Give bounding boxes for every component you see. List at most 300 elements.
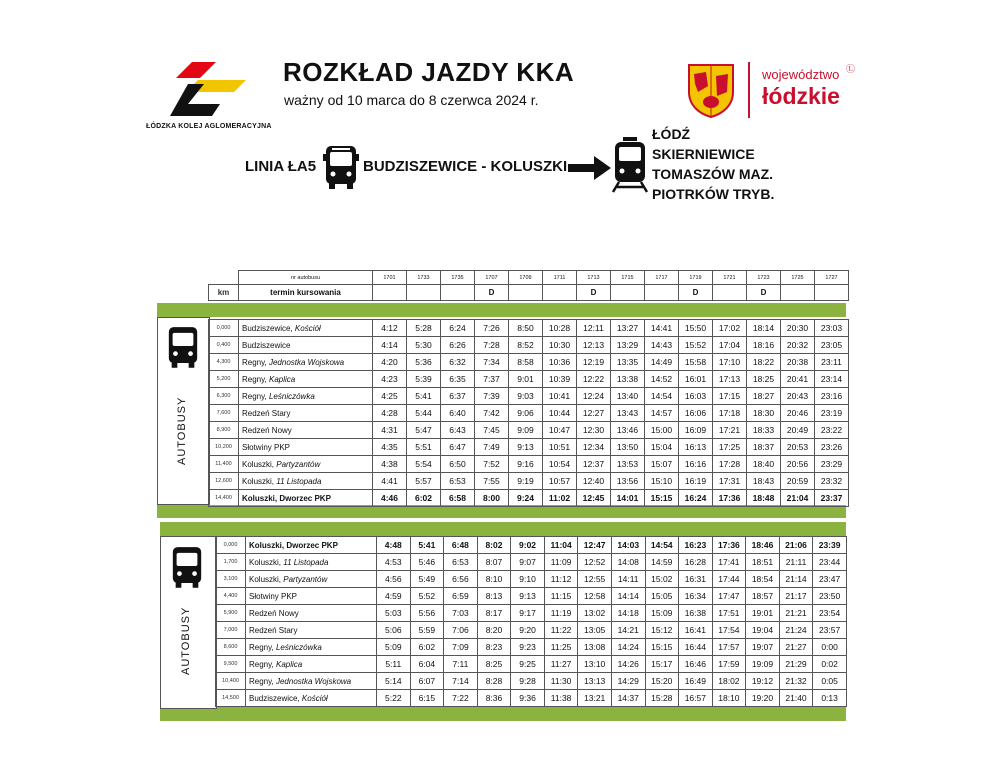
stop-detail: Leśniczówka xyxy=(275,642,322,652)
stop-name: Koluszki, xyxy=(249,574,284,584)
departure-time-cell: 11:04 xyxy=(544,537,578,554)
departure-time-cell: 4:28 xyxy=(373,405,407,422)
departure-time-cell: 6:40 xyxy=(441,405,475,422)
stop-name-cell xyxy=(246,537,377,554)
departure-time-cell: 0:13 xyxy=(813,690,847,707)
departure-time-cell: 4:59 xyxy=(377,588,411,605)
term-cell: D xyxy=(577,285,611,301)
bus-number-cell: 1717 xyxy=(645,271,679,285)
departure-time-cell: 23:05 xyxy=(815,337,849,354)
departure-time-cell: 18:16 xyxy=(747,337,781,354)
departure-time-cell: 7:09 xyxy=(444,639,478,656)
departure-time-cell: 11:27 xyxy=(544,656,578,673)
departure-time-cell: 20:43 xyxy=(781,388,815,405)
timetable-outbound xyxy=(208,270,849,507)
departure-time-cell: 7:37 xyxy=(475,371,509,388)
departure-time-cell: 23:19 xyxy=(815,405,849,422)
departure-time-cell: 5:41 xyxy=(410,537,444,554)
departure-time-cell: 23:57 xyxy=(813,622,847,639)
departure-time-cell: 6:24 xyxy=(441,320,475,337)
green-band-top xyxy=(160,522,846,536)
departure-time-cell: 15:05 xyxy=(645,588,679,605)
departure-time-cell: 14:01 xyxy=(611,490,645,507)
departure-time-cell: 12:30 xyxy=(577,422,611,439)
departure-time-cell: 12:27 xyxy=(577,405,611,422)
departure-time-cell: 19:01 xyxy=(746,605,780,622)
departure-time-cell: 14:08 xyxy=(611,554,645,571)
departure-time-cell: 21:27 xyxy=(779,639,813,656)
bus-icon xyxy=(323,144,359,190)
table-row xyxy=(209,354,849,371)
departure-time-cell: 14:59 xyxy=(645,554,679,571)
km-cell: 10,200 xyxy=(209,439,239,456)
departure-time-cell: 17:31 xyxy=(713,473,747,490)
departure-time-cell: 9:13 xyxy=(509,439,543,456)
departure-time-cell: 9:25 xyxy=(511,656,545,673)
departure-time-cell: 16:09 xyxy=(679,422,713,439)
departure-time-cell: 19:07 xyxy=(746,639,780,656)
page-title: ROZKŁAD JAZDY KKA xyxy=(283,57,575,87)
departure-time-cell: 4:23 xyxy=(373,371,407,388)
bus-icon xyxy=(166,325,200,369)
departure-time-cell: 8:17 xyxy=(477,605,511,622)
stop-name-cell xyxy=(246,571,377,588)
stop-name-cell xyxy=(239,456,373,473)
stop-name: Koluszki, xyxy=(242,476,277,486)
stop-name-cell xyxy=(239,371,373,388)
departure-time-cell: 14:54 xyxy=(645,388,679,405)
departure-time-cell: 16:57 xyxy=(679,690,713,707)
term-cell: D xyxy=(679,285,713,301)
stop-detail: 11 Listopada xyxy=(283,557,329,567)
region-divider xyxy=(748,62,750,118)
departure-time-cell: 18:14 xyxy=(747,320,781,337)
departure-time-cell: 11:09 xyxy=(544,554,578,571)
departure-time-cell: 17:02 xyxy=(713,320,747,337)
departure-time-cell: 23:44 xyxy=(813,554,847,571)
departure-time-cell: 6:56 xyxy=(444,571,478,588)
departure-time-cell: 10:39 xyxy=(543,371,577,388)
stop-name-cell xyxy=(239,354,373,371)
departure-time-cell: 9:36 xyxy=(511,690,545,707)
departure-time-cell: 6:58 xyxy=(441,490,475,507)
departure-time-cell: 4:38 xyxy=(373,456,407,473)
stop-detail: Jednostka Wojskowa xyxy=(275,676,352,686)
departure-time-cell: 15:15 xyxy=(645,490,679,507)
term-cell xyxy=(543,285,577,301)
departure-time-cell: 9:10 xyxy=(511,571,545,588)
departure-time-cell: 13:53 xyxy=(611,456,645,473)
departure-time-cell: 13:43 xyxy=(611,405,645,422)
departure-time-cell: 16:03 xyxy=(679,388,713,405)
departure-time-cell: 23:47 xyxy=(813,571,847,588)
departure-time-cell: 14:29 xyxy=(611,673,645,690)
departure-time-cell: 9:13 xyxy=(511,588,545,605)
departure-time-cell: 16:28 xyxy=(679,554,713,571)
departure-time-cell: 8:36 xyxy=(477,690,511,707)
departure-time-cell: 16:24 xyxy=(679,490,713,507)
header-blank-cell xyxy=(209,271,239,285)
departure-time-cell: 12:47 xyxy=(578,537,612,554)
departure-time-cell: 6:07 xyxy=(410,673,444,690)
table-row xyxy=(216,588,847,605)
table-row xyxy=(209,439,849,456)
stop-name: Słotwiny PKP xyxy=(249,591,298,601)
departure-time-cell: 19:12 xyxy=(746,673,780,690)
departure-time-cell: 9:06 xyxy=(509,405,543,422)
departure-time-cell: 9:02 xyxy=(511,537,545,554)
stop-name: Koluszki, Dworzec PKP xyxy=(249,540,338,550)
km-cell: 1,700 xyxy=(216,554,246,571)
departure-time-cell: 14:21 xyxy=(611,622,645,639)
destination-item: PIOTRKÓW TRYB. xyxy=(652,186,775,202)
departure-time-cell: 9:01 xyxy=(509,371,543,388)
stop-detail: Leśniczówka xyxy=(268,391,315,401)
departure-time-cell: 11:15 xyxy=(544,588,578,605)
departure-time-cell: 5:52 xyxy=(410,588,444,605)
departure-time-cell: 8:13 xyxy=(477,588,511,605)
departure-time-cell: 23:32 xyxy=(815,473,849,490)
departure-time-cell: 6:15 xyxy=(410,690,444,707)
departure-time-cell: 6:53 xyxy=(444,554,478,571)
departure-time-cell: 5:59 xyxy=(410,622,444,639)
term-cell xyxy=(781,285,815,301)
departure-time-cell: 6:35 xyxy=(441,371,475,388)
departure-time-cell: 23:26 xyxy=(815,439,849,456)
km-cell: 7,600 xyxy=(209,405,239,422)
departure-time-cell: 7:03 xyxy=(444,605,478,622)
bus-number-label: nr autobusu xyxy=(239,271,373,285)
stop-detail: Jednostka Wojskowa xyxy=(268,357,345,367)
bus-number-cell: 1721 xyxy=(713,271,747,285)
term-cell: D xyxy=(747,285,781,301)
departure-time-cell: 6:37 xyxy=(441,388,475,405)
departure-time-cell: 5:14 xyxy=(377,673,411,690)
destination-item: TOMASZÓW MAZ. xyxy=(652,166,774,182)
departure-time-cell: 11:12 xyxy=(544,571,578,588)
departure-time-cell: 5:47 xyxy=(407,422,441,439)
departure-time-cell: 17:15 xyxy=(713,388,747,405)
departure-time-cell: 16:01 xyxy=(679,371,713,388)
departure-time-cell: 18:54 xyxy=(746,571,780,588)
term-cell xyxy=(509,285,543,301)
departure-time-cell: 15:04 xyxy=(645,439,679,456)
departure-time-cell: 14:43 xyxy=(645,337,679,354)
stop-detail: Kościół xyxy=(294,323,321,333)
stop-name-cell xyxy=(239,490,373,507)
departure-time-cell: 5:30 xyxy=(407,337,441,354)
departure-time-cell: 10:30 xyxy=(543,337,577,354)
stop-detail: Kościół xyxy=(301,693,328,703)
departure-time-cell: 12:45 xyxy=(577,490,611,507)
departure-time-cell: 18:48 xyxy=(747,490,781,507)
stop-name-cell xyxy=(239,405,373,422)
km-cell: 5,200 xyxy=(209,371,239,388)
departure-time-cell: 21:17 xyxy=(779,588,813,605)
departure-time-cell: 6:04 xyxy=(410,656,444,673)
departure-time-cell: 13:50 xyxy=(611,439,645,456)
departure-time-cell: 7:14 xyxy=(444,673,478,690)
km-cell: 4,300 xyxy=(209,354,239,371)
departure-time-cell: 20:38 xyxy=(781,354,815,371)
departure-time-cell: 13:13 xyxy=(578,673,612,690)
departure-time-cell: 21:32 xyxy=(779,673,813,690)
departure-time-cell: 23:14 xyxy=(815,371,849,388)
departure-time-cell: 20:32 xyxy=(781,337,815,354)
departure-time-cell: 7:34 xyxy=(475,354,509,371)
departure-time-cell: 23:22 xyxy=(815,422,849,439)
departure-time-cell: 5:28 xyxy=(407,320,441,337)
departure-time-cell: 20:59 xyxy=(781,473,815,490)
departure-time-cell: 7:49 xyxy=(475,439,509,456)
departure-time-cell: 17:47 xyxy=(712,588,746,605)
km-cell: 4,400 xyxy=(216,588,246,605)
departure-time-cell: 8:25 xyxy=(477,656,511,673)
departure-time-cell: 9:19 xyxy=(509,473,543,490)
term-cell xyxy=(407,285,441,301)
departure-time-cell: 15:20 xyxy=(645,673,679,690)
table-row xyxy=(216,537,847,554)
table-row xyxy=(216,622,847,639)
departure-time-cell: 21:29 xyxy=(779,656,813,673)
departure-time-cell: 12:19 xyxy=(577,354,611,371)
stop-name: Redzeń Stary xyxy=(242,408,291,418)
region-name-top: województwo xyxy=(762,67,840,82)
departure-time-cell: 14:37 xyxy=(611,690,645,707)
departure-time-cell: 5:09 xyxy=(377,639,411,656)
departure-time-cell: 10:47 xyxy=(543,422,577,439)
departure-time-cell: 8:02 xyxy=(477,537,511,554)
bus-number-cell: 1735 xyxy=(441,271,475,285)
validity-subtitle: ważny od 10 marca do 8 czerwca 2024 r. xyxy=(284,92,539,108)
departure-time-cell: 18:51 xyxy=(746,554,780,571)
stop-name-cell xyxy=(239,422,373,439)
bus-number-cell: 1707 xyxy=(475,271,509,285)
departure-time-cell: 17:44 xyxy=(712,571,746,588)
stop-name-cell xyxy=(239,388,373,405)
departure-time-cell: 0:02 xyxy=(813,656,847,673)
departure-time-cell: 7:06 xyxy=(444,622,478,639)
departure-time-cell: 5:03 xyxy=(377,605,411,622)
departure-time-cell: 10:51 xyxy=(543,439,577,456)
departure-time-cell: 14:14 xyxy=(611,588,645,605)
bus-number-cell: 1711 xyxy=(543,271,577,285)
table-row xyxy=(209,456,849,473)
green-band-bottom xyxy=(160,707,846,721)
departure-time-cell: 10:57 xyxy=(543,473,577,490)
departure-time-cell: 8:58 xyxy=(509,354,543,371)
term-cell xyxy=(645,285,679,301)
departure-time-cell: 6:26 xyxy=(441,337,475,354)
stop-detail: 11 Listopada xyxy=(276,476,322,486)
departure-time-cell: 12:24 xyxy=(577,388,611,405)
table-row xyxy=(216,673,847,690)
departure-time-cell: 6:32 xyxy=(441,354,475,371)
departure-time-cell: 18:57 xyxy=(746,588,780,605)
departure-time-cell: 6:43 xyxy=(441,422,475,439)
departure-time-cell: 9:09 xyxy=(509,422,543,439)
departure-time-cell: 17:59 xyxy=(712,656,746,673)
departure-time-cell: 4:56 xyxy=(377,571,411,588)
departure-time-cell: 8:00 xyxy=(475,490,509,507)
term-row xyxy=(209,285,849,301)
bus-number-cell: 1719 xyxy=(679,271,713,285)
stop-name-cell xyxy=(246,673,377,690)
departure-time-cell: 5:39 xyxy=(407,371,441,388)
destination-item: SKIERNIEWICE xyxy=(652,146,755,162)
departure-time-cell: 17:18 xyxy=(713,405,747,422)
departure-time-cell: 12:52 xyxy=(578,554,612,571)
stop-name: Koluszki, xyxy=(242,459,277,469)
departure-time-cell: 5:11 xyxy=(377,656,411,673)
departure-time-cell: 10:41 xyxy=(543,388,577,405)
bus-number-row xyxy=(209,271,849,285)
departure-time-cell: 16:06 xyxy=(679,405,713,422)
departure-time-cell: 17:41 xyxy=(712,554,746,571)
departure-time-cell: 20:46 xyxy=(781,405,815,422)
departure-time-cell: 17:13 xyxy=(713,371,747,388)
departure-time-cell: 15:28 xyxy=(645,690,679,707)
departure-time-cell: 20:41 xyxy=(781,371,815,388)
train-icon xyxy=(611,137,649,193)
departure-time-cell: 5:44 xyxy=(407,405,441,422)
departure-time-cell: 13:27 xyxy=(611,320,645,337)
stop-name-cell xyxy=(246,605,377,622)
departure-time-cell: 8:20 xyxy=(477,622,511,639)
km-label: km xyxy=(209,285,239,301)
stop-name: Regny, xyxy=(242,374,269,384)
departure-time-cell: 18:22 xyxy=(747,354,781,371)
departure-time-cell: 16:13 xyxy=(679,439,713,456)
km-cell: 8,900 xyxy=(209,422,239,439)
stop-name: Regny, xyxy=(249,642,276,652)
term-cell xyxy=(713,285,747,301)
departure-time-cell: 14:26 xyxy=(611,656,645,673)
stop-name-cell xyxy=(246,588,377,605)
departure-time-cell: 5:06 xyxy=(377,622,411,639)
departure-time-cell: 0:00 xyxy=(813,639,847,656)
table-row xyxy=(209,473,849,490)
departure-time-cell: 9:03 xyxy=(509,388,543,405)
departure-time-cell: 4:14 xyxy=(373,337,407,354)
departure-time-cell: 7:52 xyxy=(475,456,509,473)
departure-time-cell: 11:22 xyxy=(544,622,578,639)
stop-detail: Kaplica xyxy=(268,374,296,384)
table-row xyxy=(216,554,847,571)
departure-time-cell: 11:38 xyxy=(544,690,578,707)
departure-time-cell: 8:28 xyxy=(477,673,511,690)
departure-time-cell: 0:05 xyxy=(813,673,847,690)
route-label: BUDZISZEWICE - KOLUSZKI xyxy=(363,158,568,175)
km-cell: 11,400 xyxy=(209,456,239,473)
departure-time-cell: 10:28 xyxy=(543,320,577,337)
departure-time-cell: 5:41 xyxy=(407,388,441,405)
departure-time-cell: 21:06 xyxy=(779,537,813,554)
stop-name-cell xyxy=(239,439,373,456)
stop-name: Koluszki, xyxy=(249,557,284,567)
departure-time-cell: 21:21 xyxy=(779,605,813,622)
departure-time-cell: 19:20 xyxy=(746,690,780,707)
bus-number-cell: 1733 xyxy=(407,271,441,285)
departure-time-cell: 6:02 xyxy=(410,639,444,656)
departure-time-cell: 4:20 xyxy=(373,354,407,371)
stop-name: Redzeń Nowy xyxy=(249,608,299,618)
region-mark: Ⓛ xyxy=(846,64,856,74)
departure-time-cell: 19:09 xyxy=(746,656,780,673)
stop-name-cell xyxy=(239,473,373,490)
bus-number-cell: 1715 xyxy=(611,271,645,285)
timetable-inbound xyxy=(215,536,847,707)
departure-time-cell: 14:11 xyxy=(611,571,645,588)
departure-time-cell: 15:07 xyxy=(645,456,679,473)
departure-time-cell: 9:28 xyxy=(511,673,545,690)
spacer-row xyxy=(209,301,849,320)
departure-time-cell: 12:58 xyxy=(578,588,612,605)
departure-time-cell: 23:39 xyxy=(813,537,847,554)
km-cell: 0,000 xyxy=(209,320,239,337)
departure-time-cell: 23:50 xyxy=(813,588,847,605)
km-cell: 8,600 xyxy=(216,639,246,656)
departure-time-cell: 4:25 xyxy=(373,388,407,405)
departure-time-cell: 4:48 xyxy=(377,537,411,554)
term-cell xyxy=(815,285,849,301)
table-row xyxy=(216,690,847,707)
departure-time-cell: 14:57 xyxy=(645,405,679,422)
departure-time-cell: 21:11 xyxy=(779,554,813,571)
departure-time-cell: 18:43 xyxy=(747,473,781,490)
km-cell: 0,400 xyxy=(209,337,239,354)
bus-number-cell: 1723 xyxy=(747,271,781,285)
departure-time-cell: 9:16 xyxy=(509,456,543,473)
term-label: termin kursowania xyxy=(239,285,373,301)
table-row xyxy=(216,571,847,588)
departure-time-cell: 16:19 xyxy=(679,473,713,490)
departure-time-cell: 7:22 xyxy=(444,690,478,707)
departure-time-cell: 13:38 xyxy=(611,371,645,388)
stop-name: Regny, xyxy=(242,357,269,367)
stop-name: Regny, xyxy=(242,391,269,401)
stop-detail: Partyzantów xyxy=(276,459,321,469)
departure-time-cell: 10:54 xyxy=(543,456,577,473)
departure-time-cell: 15:12 xyxy=(645,622,679,639)
departure-time-cell: 5:22 xyxy=(377,690,411,707)
stop-detail: Kaplica xyxy=(275,659,303,669)
departure-time-cell: 12:13 xyxy=(577,337,611,354)
departure-time-cell: 4:31 xyxy=(373,422,407,439)
departure-time-cell: 20:53 xyxy=(781,439,815,456)
departure-time-cell: 15:50 xyxy=(679,320,713,337)
line-label: LINIA ŁA5 xyxy=(245,158,317,175)
km-cell: 12,600 xyxy=(209,473,239,490)
departure-time-cell: 8:52 xyxy=(509,337,543,354)
km-cell: 3,100 xyxy=(216,571,246,588)
departure-time-cell: 13:05 xyxy=(578,622,612,639)
table-row xyxy=(216,639,847,656)
departure-time-cell: 18:02 xyxy=(712,673,746,690)
departure-time-cell: 21:24 xyxy=(779,622,813,639)
departure-time-cell: 16:38 xyxy=(679,605,713,622)
departure-time-cell: 23:03 xyxy=(815,320,849,337)
stop-name: Budziszewice xyxy=(242,340,291,350)
departure-time-cell: 14:18 xyxy=(611,605,645,622)
stop-name: Redzeń Nowy xyxy=(242,425,292,435)
km-cell: 6,300 xyxy=(209,388,239,405)
departure-time-cell: 14:52 xyxy=(645,371,679,388)
stop-name-cell xyxy=(246,554,377,571)
departure-time-cell: 17:54 xyxy=(712,622,746,639)
departure-time-cell: 9:07 xyxy=(511,554,545,571)
departure-time-cell: 4:41 xyxy=(373,473,407,490)
